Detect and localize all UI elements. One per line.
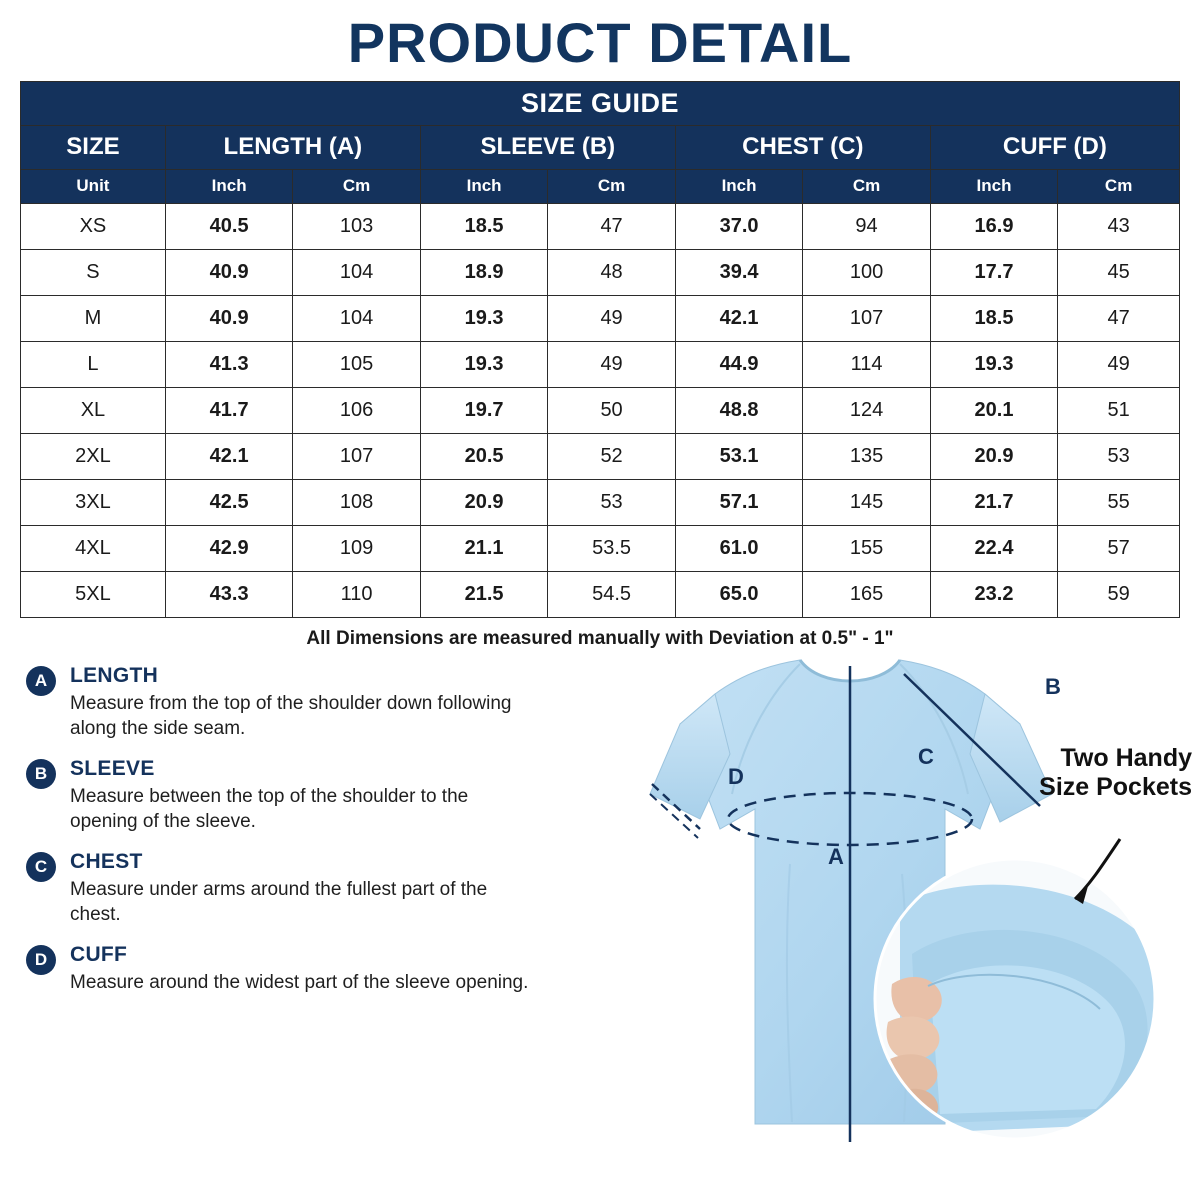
cell-length-cm: 104 <box>293 295 420 341</box>
garment-diagram <box>500 654 1200 1144</box>
table-row <box>21 571 1180 617</box>
col-header-cuff: CUFF (D) <box>930 125 1179 169</box>
table-row <box>21 249 1180 295</box>
cell-length-cm: 110 <box>293 571 420 617</box>
cell-sleeve-cm: 47 <box>548 203 675 249</box>
legend-title: LENGTH <box>70 663 159 687</box>
unit-header-length-cm: Cm <box>293 169 420 203</box>
cell-sleeve-cm: 49 <box>548 295 675 341</box>
col-header-chest: CHEST (C) <box>675 125 930 169</box>
cell-chest-cm: 155 <box>803 525 930 571</box>
cell-length-cm: 108 <box>293 479 420 525</box>
cell-chest-cm: 114 <box>803 341 930 387</box>
cell-cuff-inch: 21.7 <box>930 479 1057 525</box>
cell-length-inch: 41.3 <box>165 341 292 387</box>
cell-size: M <box>21 295 166 341</box>
table-row <box>21 387 1180 433</box>
cell-sleeve-cm: 48 <box>548 249 675 295</box>
cell-cuff-inch: 17.7 <box>930 249 1057 295</box>
cell-sleeve-inch: 18.9 <box>420 249 547 295</box>
cell-sleeve-inch: 18.5 <box>420 203 547 249</box>
unit-header-chest-inch: Inch <box>675 169 802 203</box>
cell-length-cm: 107 <box>293 433 420 479</box>
pockets-callout <box>1039 744 1192 802</box>
cell-cuff-cm: 59 <box>1058 571 1180 617</box>
pocket-detail-inset <box>875 859 1177 1139</box>
measurement-note: All Dimensions are measured manually with Deviation at 0.5" - 1" <box>306 627 894 649</box>
cell-cuff-inch: 23.2 <box>930 571 1057 617</box>
cell-length-inch: 43.3 <box>165 571 292 617</box>
unit-header-length-inch: Inch <box>165 169 292 203</box>
cell-chest-inch: 53.1 <box>675 433 802 479</box>
cell-chest-inch: 44.9 <box>675 341 802 387</box>
cell-cuff-inch: 20.9 <box>930 433 1057 479</box>
cell-cuff-cm: 57 <box>1058 525 1180 571</box>
col-header-length: LENGTH (A) <box>165 125 420 169</box>
cell-length-inch: 40.9 <box>165 295 292 341</box>
unit-header-chest-cm: Cm <box>803 169 930 203</box>
cell-sleeve-inch: 20.9 <box>420 479 547 525</box>
cell-chest-inch: 37.0 <box>675 203 802 249</box>
cell-sleeve-inch: 21.5 <box>420 571 547 617</box>
badge-d-icon: D <box>26 945 56 975</box>
legend-item-length <box>18 664 538 741</box>
table-row <box>21 341 1180 387</box>
marker-b-label: B <box>1045 673 1061 699</box>
table-row <box>21 433 1180 479</box>
cell-size: 2XL <box>21 433 166 479</box>
cell-length-inch: 42.1 <box>165 433 292 479</box>
legend-item-chest <box>18 850 538 927</box>
cell-size: 5XL <box>21 571 166 617</box>
cell-cuff-cm: 45 <box>1058 249 1180 295</box>
table-row <box>21 525 1180 571</box>
unit-header-cuff-inch: Inch <box>930 169 1057 203</box>
cell-chest-inch: 65.0 <box>675 571 802 617</box>
cell-cuff-inch: 18.5 <box>930 295 1057 341</box>
cell-chest-inch: 39.4 <box>675 249 802 295</box>
cell-chest-cm: 94 <box>803 203 930 249</box>
cell-size: L <box>21 341 166 387</box>
cell-chest-cm: 135 <box>803 433 930 479</box>
legend-title: CHEST <box>70 850 143 874</box>
cell-cuff-cm: 47 <box>1058 295 1180 341</box>
cell-length-inch: 41.7 <box>165 387 292 433</box>
unit-label: Unit <box>21 169 166 203</box>
cell-cuff-cm: 51 <box>1058 387 1180 433</box>
badge-c-icon: C <box>26 852 56 882</box>
cell-length-inch: 40.9 <box>165 249 292 295</box>
page-title: PRODUCT DETAIL <box>347 11 853 74</box>
cell-sleeve-cm: 54.5 <box>548 571 675 617</box>
table-row <box>21 295 1180 341</box>
cell-cuff-inch: 22.4 <box>930 525 1057 571</box>
cell-sleeve-cm: 50 <box>548 387 675 433</box>
measurement-legend <box>18 664 538 1012</box>
marker-d-label: D <box>728 763 744 789</box>
cell-length-inch: 42.5 <box>165 479 292 525</box>
legend-description: Measure around the widest part of the sleeve opening. <box>70 972 529 994</box>
cell-length-cm: 105 <box>293 341 420 387</box>
cell-sleeve-cm: 53 <box>548 479 675 525</box>
marker-c-label: C <box>918 743 934 769</box>
cell-length-cm: 103 <box>293 203 420 249</box>
cell-sleeve-cm: 53.5 <box>548 525 675 571</box>
cell-cuff-inch: 19.3 <box>930 341 1057 387</box>
cell-size: 3XL <box>21 479 166 525</box>
table-row <box>21 203 1180 249</box>
cell-sleeve-cm: 49 <box>548 341 675 387</box>
cell-cuff-cm: 55 <box>1058 479 1180 525</box>
table-caption: SIZE GUIDE <box>21 81 1180 125</box>
cell-chest-inch: 61.0 <box>675 525 802 571</box>
legend-description: Measure between the top of the shoulder to the opening of the sleeve. <box>70 785 469 833</box>
cell-cuff-cm: 49 <box>1058 341 1180 387</box>
legend-description: Measure from the top of the shoulder down following along the side seam. <box>70 692 512 739</box>
unit-header-cuff-cm: Cm <box>1058 169 1180 203</box>
cell-size: 4XL <box>21 525 166 571</box>
col-header-sleeve: SLEEVE (B) <box>420 125 675 169</box>
legend-item-cuff <box>18 943 538 995</box>
cell-chest-cm: 107 <box>803 295 930 341</box>
cell-length-cm: 104 <box>293 249 420 295</box>
pockets-callout-line2: Size Pockets <box>1039 772 1192 801</box>
size-guide-table-container <box>0 73 1200 618</box>
cell-length-inch: 42.9 <box>165 525 292 571</box>
cell-size: XL <box>21 387 166 433</box>
cell-cuff-inch: 16.9 <box>930 203 1057 249</box>
cell-cuff-cm: 53 <box>1058 433 1180 479</box>
cell-cuff-inch: 20.1 <box>930 387 1057 433</box>
cell-sleeve-inch: 19.3 <box>420 341 547 387</box>
badge-a-icon: A <box>26 666 56 696</box>
cell-chest-cm: 145 <box>803 479 930 525</box>
cell-chest-cm: 165 <box>803 571 930 617</box>
shirt-illustration <box>500 654 1200 1144</box>
cell-chest-inch: 57.1 <box>675 479 802 525</box>
measurement-guide-section <box>0 654 1200 1144</box>
cell-sleeve-cm: 52 <box>548 433 675 479</box>
legend-item-sleeve <box>18 757 538 834</box>
unit-header-sleeve-inch: Inch <box>420 169 547 203</box>
cell-chest-cm: 124 <box>803 387 930 433</box>
cell-sleeve-inch: 21.1 <box>420 525 547 571</box>
pockets-callout-line1: Two Handy <box>1060 743 1192 772</box>
legend-title: CUFF <box>70 943 128 967</box>
cell-length-inch: 40.5 <box>165 203 292 249</box>
cell-sleeve-inch: 19.3 <box>420 295 547 341</box>
table-row <box>21 479 1180 525</box>
unit-header-sleeve-cm: Cm <box>548 169 675 203</box>
cell-cuff-cm: 43 <box>1058 203 1180 249</box>
cell-size: S <box>21 249 166 295</box>
legend-title: SLEEVE <box>70 756 155 780</box>
size-guide-table <box>20 81 1180 618</box>
cell-length-cm: 106 <box>293 387 420 433</box>
cell-chest-inch: 42.1 <box>675 295 802 341</box>
col-header-size: SIZE <box>21 125 166 169</box>
marker-a-label: A <box>828 843 844 869</box>
cell-sleeve-inch: 20.5 <box>420 433 547 479</box>
badge-b-icon: B <box>26 759 56 789</box>
cell-sleeve-inch: 19.7 <box>420 387 547 433</box>
cell-length-cm: 109 <box>293 525 420 571</box>
cell-chest-inch: 48.8 <box>675 387 802 433</box>
legend-description: Measure under arms around the fullest part of the chest. <box>70 879 488 926</box>
cell-chest-cm: 100 <box>803 249 930 295</box>
cell-size: XS <box>21 203 166 249</box>
